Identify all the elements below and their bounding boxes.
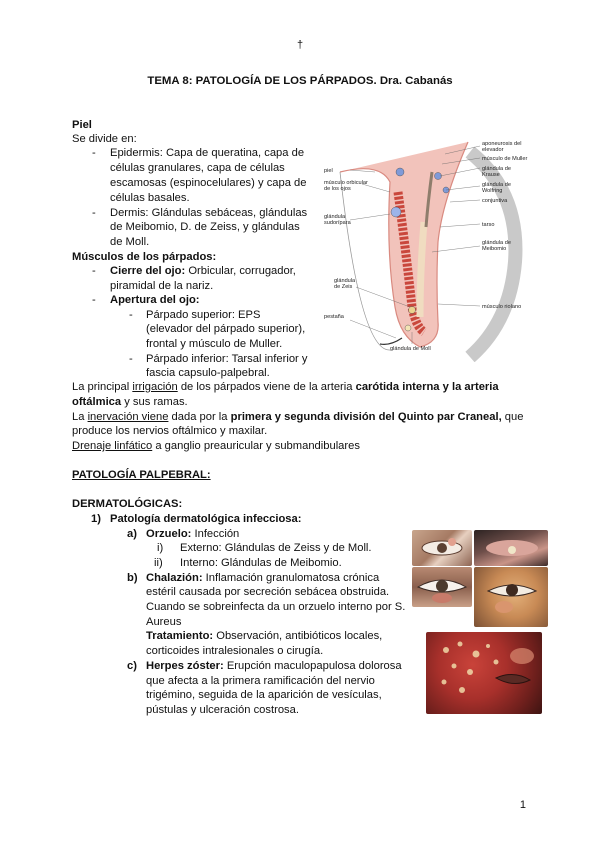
bullet-dash: - [92, 147, 96, 159]
item-ii-label: ii) [154, 557, 163, 569]
cierre-line-2: piramidal de la nariz. [110, 280, 214, 292]
label-piel: piel [324, 168, 333, 174]
label-meibomio-1: glándula de [482, 240, 511, 246]
label-wolfring-2: Wolfring [482, 188, 503, 194]
chalazion-line-3: Cuando se sobreinfecta da un orzuelo interno por S. [146, 601, 406, 613]
orzuelo-photo-2 [474, 530, 548, 566]
herpes-zoster-photo [426, 632, 542, 714]
orzuelo-line: Orzuelo: Infección [146, 528, 240, 540]
chalazion-line-4: Aureus [146, 616, 182, 628]
label-meibomio-2: Meibomio [482, 246, 507, 252]
chalazion-photo-2 [474, 567, 548, 627]
label-zeis-1: glándula [334, 278, 356, 284]
item-1-number: 1) [91, 513, 101, 525]
tratamiento-line-2: corticoides intralesionales o cirugía. [146, 645, 324, 657]
bullet-dash: - [92, 207, 96, 219]
irrigacion-line-1: La principal irrigación de los párpados viene de la arteria carótida interna y la arteria [72, 381, 499, 393]
drenaje-link: Drenaje linfático [72, 440, 153, 452]
orzuelo-externo: Externo: Glándulas de Zeiss y de Moll. [180, 542, 372, 554]
label-orbicular-2: de los ojos [324, 186, 351, 192]
herpes-line-2: que afecta a la primera ramificación del nervio [146, 675, 375, 687]
section-heading-dermatologicas: DERMATOLÓGICAS: [72, 498, 183, 510]
inervacion-line-1: La inervación viene dada por la primera y segunda división del Quinto par Craneal, que [72, 411, 524, 423]
orzuelo-interno: Interno: Glándulas de Meibomio. [180, 557, 342, 569]
irrigacion-link: irrigación [132, 381, 178, 393]
eyelid-anatomy-figure [320, 132, 552, 362]
item-b-label: b) [127, 572, 138, 584]
epidermis-line-4: células basales. [110, 192, 190, 204]
page-title: TEMA 8: PATOLOGÍA DE LOS PÁRPADOS. Dra. Cabanás [147, 75, 453, 87]
apertura-label: Apertura del ojo: [110, 294, 200, 306]
label-orbicular-1: músculo orbicular [324, 180, 368, 186]
header-mark: † [296, 39, 304, 51]
section-heading-musculos: Músculos de los párpados: [72, 251, 217, 263]
label-wolfring-1: glándula de [482, 182, 511, 188]
chalazion-photo-1 [412, 567, 472, 607]
cierre-line [110, 264, 296, 279]
label-riolano: músculo riolano [482, 304, 522, 310]
item-c-label: c) [127, 660, 137, 672]
inervacion-link: inervación viene [87, 411, 169, 423]
orzuelo-photo-1 [412, 530, 472, 566]
herpes-line-4: pústulas y ulceración costrosa. [146, 704, 299, 716]
label-krause-2: Krause [482, 172, 500, 178]
label-aponeurosis: aponeurosis del [482, 141, 522, 147]
cierre-text: Orbicular, corrugador, [185, 265, 296, 277]
label-krause-1: glándula de [482, 166, 511, 172]
epidermis-line-1: Epidermis: Capa de queratina, capa de [110, 147, 305, 159]
eyelid-anatomy-svg [320, 132, 552, 362]
label-moll: glándula de Moll [390, 346, 431, 352]
section-heading-patologia: PATOLOGÍA PALPEBRAL: [72, 469, 211, 481]
dermis-line-2: de Meibomio, D. de Zeiss, y glándulas [110, 221, 300, 233]
dermis-line-1: Dermis: Glándulas sebáceas, glándulas [110, 207, 308, 219]
epidermis-line-2: células granulares, capa de células [110, 162, 285, 174]
tratamiento-line: Tratamiento: Observación, antibióticos locales, [146, 630, 383, 642]
label-sudoripara-1: glándula [324, 214, 346, 220]
bullet-dash: - [92, 294, 96, 306]
herpes-line-3: trigémino, seguida de la aparición de vesículas, [146, 689, 382, 701]
label-sudoripara-2: sudorípara [324, 220, 351, 226]
section-heading-piel: Piel [72, 119, 92, 131]
item-1-title: Patología dermatológica infecciosa: [110, 513, 302, 525]
item-i-label: i) [157, 542, 164, 554]
superior-line-1: Párpado superior: EPS [146, 309, 261, 321]
page-number: 1 [519, 799, 526, 811]
item-a-label: a) [127, 528, 137, 540]
superior-line-2: (elevador del párpado superior), [146, 323, 306, 335]
label-elevador: elevador [482, 147, 504, 153]
herpes-line: Herpes zóster: Erupción maculopapulosa dolorosa [146, 660, 402, 672]
dermis-line-3: de Moll. [110, 236, 150, 248]
chalazion-line-2: estéril causada por secreción sebácea obstruida. [146, 586, 390, 598]
label-pestana: pestaña [324, 314, 344, 320]
chalazion-line: Chalazión: Inflamación granulomatosa crónica [146, 572, 380, 584]
irrigacion-line-2: oftálmica y sus ramas. [72, 396, 188, 408]
label-muller: músculo de Muller [482, 156, 528, 162]
inferior-line-1: Párpado inferior: Tarsal inferior y [146, 353, 308, 365]
bullet-dash: - [129, 309, 133, 321]
bullet-dash: - [92, 265, 96, 277]
cierre-label: Cierre del ojo: [110, 265, 186, 277]
superior-line-3: frontal y músculo de Muller. [146, 338, 283, 350]
epidermis-line-3: escamosas (espinocelulares) y capa de [110, 177, 307, 189]
inferior-line-2: fascia capsulo-palpebral. [146, 367, 270, 379]
inervacion-line-2: produce los nervios oftálmico y maxilar. [72, 425, 268, 437]
label-tarso: tarso [482, 222, 495, 228]
bullet-dash: - [129, 353, 133, 365]
piel-intro: Se divide en: [72, 133, 137, 145]
label-conjuntiva: conjuntiva [482, 198, 508, 204]
drenaje-line: Drenaje linfático a ganglio preauricular y submandibulares [72, 440, 360, 452]
label-zeis-2: de Zeis [334, 284, 353, 290]
